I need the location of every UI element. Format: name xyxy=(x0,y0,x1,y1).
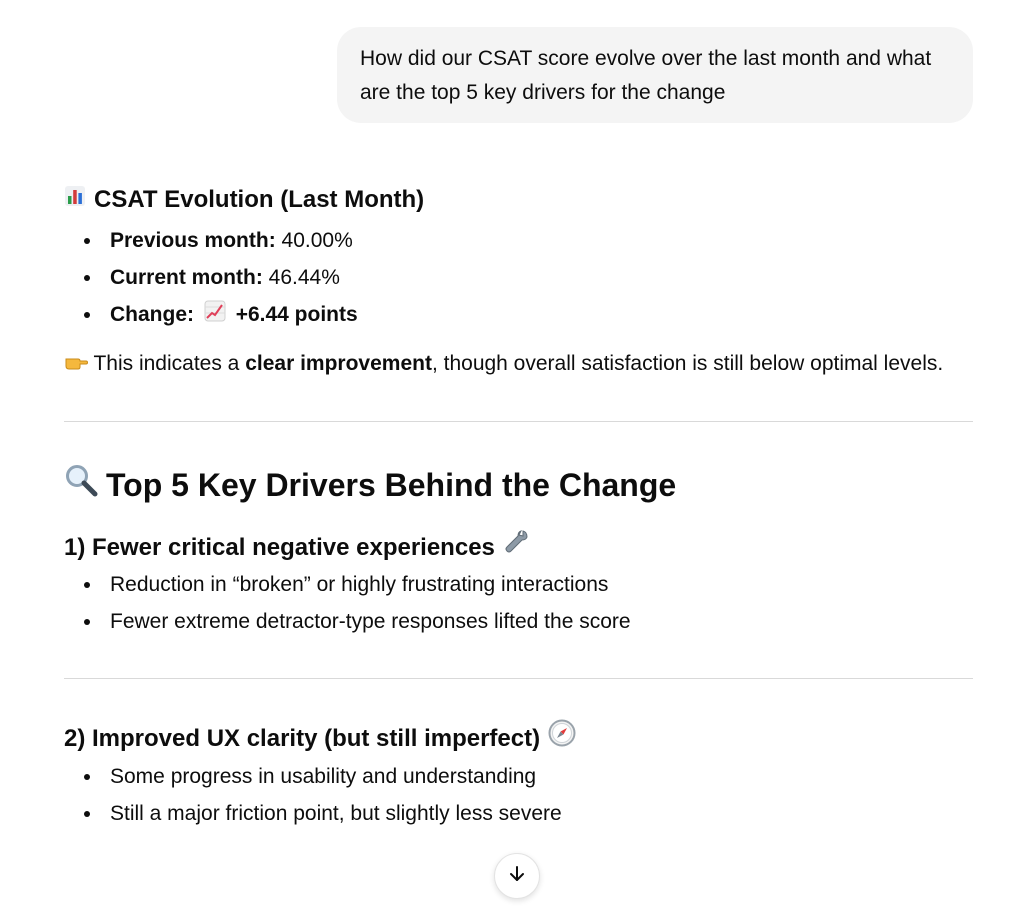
driver-2-title-text: 2) Improved UX clarity (but still imperfect) xyxy=(64,725,541,753)
note-text-after: , though overall satisfaction is still below optimal levels. xyxy=(431,351,944,375)
list-item: Still a major friction point, but slightly less severe xyxy=(64,795,974,832)
user-message-text: How did our CSAT score evolve over the last month and what are the top 5 key drivers for the change xyxy=(360,47,932,104)
driver-1-list xyxy=(64,566,974,640)
magnifier-icon xyxy=(64,463,98,508)
driver-1-title xyxy=(64,528,974,568)
note-text-bold: clear improvement xyxy=(245,351,432,375)
csat-heading-text: CSAT Evolution (Last Month) xyxy=(94,186,425,213)
list-item xyxy=(64,259,974,296)
csat-heading xyxy=(64,180,974,220)
csat-list xyxy=(64,222,974,334)
csat-previous-label: Previous month: xyxy=(110,229,276,252)
note-text-before: This indicates a xyxy=(88,351,246,375)
drivers-heading-text: Top 5 Key Drivers Behind the Change xyxy=(106,467,677,504)
list-item: Some progress in usability and understanding xyxy=(64,758,974,795)
csat-change-value: +6.44 points xyxy=(235,303,358,326)
driver-1-title-text: 1) Fewer critical negative experiences xyxy=(64,533,495,561)
csat-change-label: Change: xyxy=(110,303,194,326)
bar-chart-icon xyxy=(64,180,86,220)
list-item xyxy=(64,222,974,259)
driver-2-title xyxy=(64,719,974,760)
csat-previous-value: 40.00% xyxy=(275,229,353,252)
arrow-down-icon xyxy=(507,864,527,889)
csat-current-value: 46.44% xyxy=(262,266,340,289)
assistant-response xyxy=(64,180,974,832)
compass-icon xyxy=(548,719,576,760)
list-item xyxy=(64,296,974,334)
wrench-icon xyxy=(503,528,529,568)
chart-increasing-icon xyxy=(204,297,226,334)
list-item: Reduction in “broken” or highly frustrating interactions xyxy=(64,566,974,603)
csat-note xyxy=(64,345,974,383)
driver-2-list xyxy=(64,758,974,832)
scroll-to-bottom-button[interactable] xyxy=(494,853,540,899)
user-message-bubble xyxy=(337,27,973,123)
drivers-heading xyxy=(64,463,974,508)
csat-current-label: Current month: xyxy=(110,266,263,289)
section-divider xyxy=(64,421,973,422)
section-divider xyxy=(64,678,973,679)
pointing-hand-icon xyxy=(64,346,88,383)
list-item: Fewer extreme detractor-type responses lifted the score xyxy=(64,603,974,640)
